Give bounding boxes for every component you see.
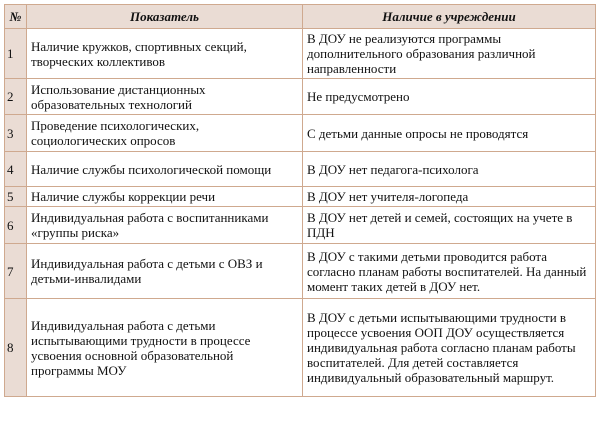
indicator-cell: Наличие службы психологической помощи <box>27 152 303 187</box>
availability-cell: Не предусмотрено <box>303 79 596 115</box>
availability-cell: В ДОУ нет учителя-логопеда <box>303 187 596 207</box>
row-number: 7 <box>5 244 27 299</box>
header-row <box>5 5 596 29</box>
indicator-cell: Индивидуальная работа с детьми испытывающими трудности в процессе усвоения основной образовательной программы МОУ <box>27 299 303 397</box>
indicator-cell: Наличие кружков, спортивных секций, творческих коллективов <box>27 29 303 79</box>
header-availability: Наличие в учреждении <box>303 5 596 29</box>
table-row <box>5 152 596 187</box>
availability-cell: В ДОУ с такими детьми проводится работа согласно планам работы воспитателей. На данный момент таких детей в ДОУ нет. <box>303 244 596 299</box>
table-row <box>5 299 596 397</box>
row-number: 4 <box>5 152 27 187</box>
indicator-cell: Использование дистанционных образовательных технологий <box>27 79 303 115</box>
table-row <box>5 115 596 152</box>
table-row <box>5 29 596 79</box>
table-row <box>5 187 596 207</box>
availability-cell: С детьми данные опросы не проводятся <box>303 115 596 152</box>
row-number: 8 <box>5 299 27 397</box>
row-number: 2 <box>5 79 27 115</box>
table-row <box>5 79 596 115</box>
availability-cell: В ДОУ нет детей и семей, состоящих на учете в ПДН <box>303 207 596 244</box>
table-row <box>5 207 596 244</box>
indicators-table <box>4 4 596 397</box>
table-row <box>5 244 596 299</box>
indicator-cell: Наличие службы коррекции речи <box>27 187 303 207</box>
indicator-cell: Индивидуальная работа с воспитанниками «группы риска» <box>27 207 303 244</box>
row-number: 6 <box>5 207 27 244</box>
availability-cell: В ДОУ с детьми испытывающими трудности в процессе усвоения ООП ДОУ осуществляется индивидуальная работа согласно планам работы воспитателей. Для детей составляется индивидуальный образовательный маршрут. <box>303 299 596 397</box>
availability-cell: В ДОУ не реализуются программы дополнительного образования различной направленности <box>303 29 596 79</box>
indicator-cell: Проведение психологических, социологических опросов <box>27 115 303 152</box>
header-num: № <box>5 5 27 29</box>
indicator-cell: Индивидуальная работа с детьми с ОВЗ и детьми-инвалидами <box>27 244 303 299</box>
availability-cell: В ДОУ нет педагога-психолога <box>303 152 596 187</box>
row-number: 1 <box>5 29 27 79</box>
row-number: 3 <box>5 115 27 152</box>
header-indicator: Показатель <box>27 5 303 29</box>
row-number: 5 <box>5 187 27 207</box>
